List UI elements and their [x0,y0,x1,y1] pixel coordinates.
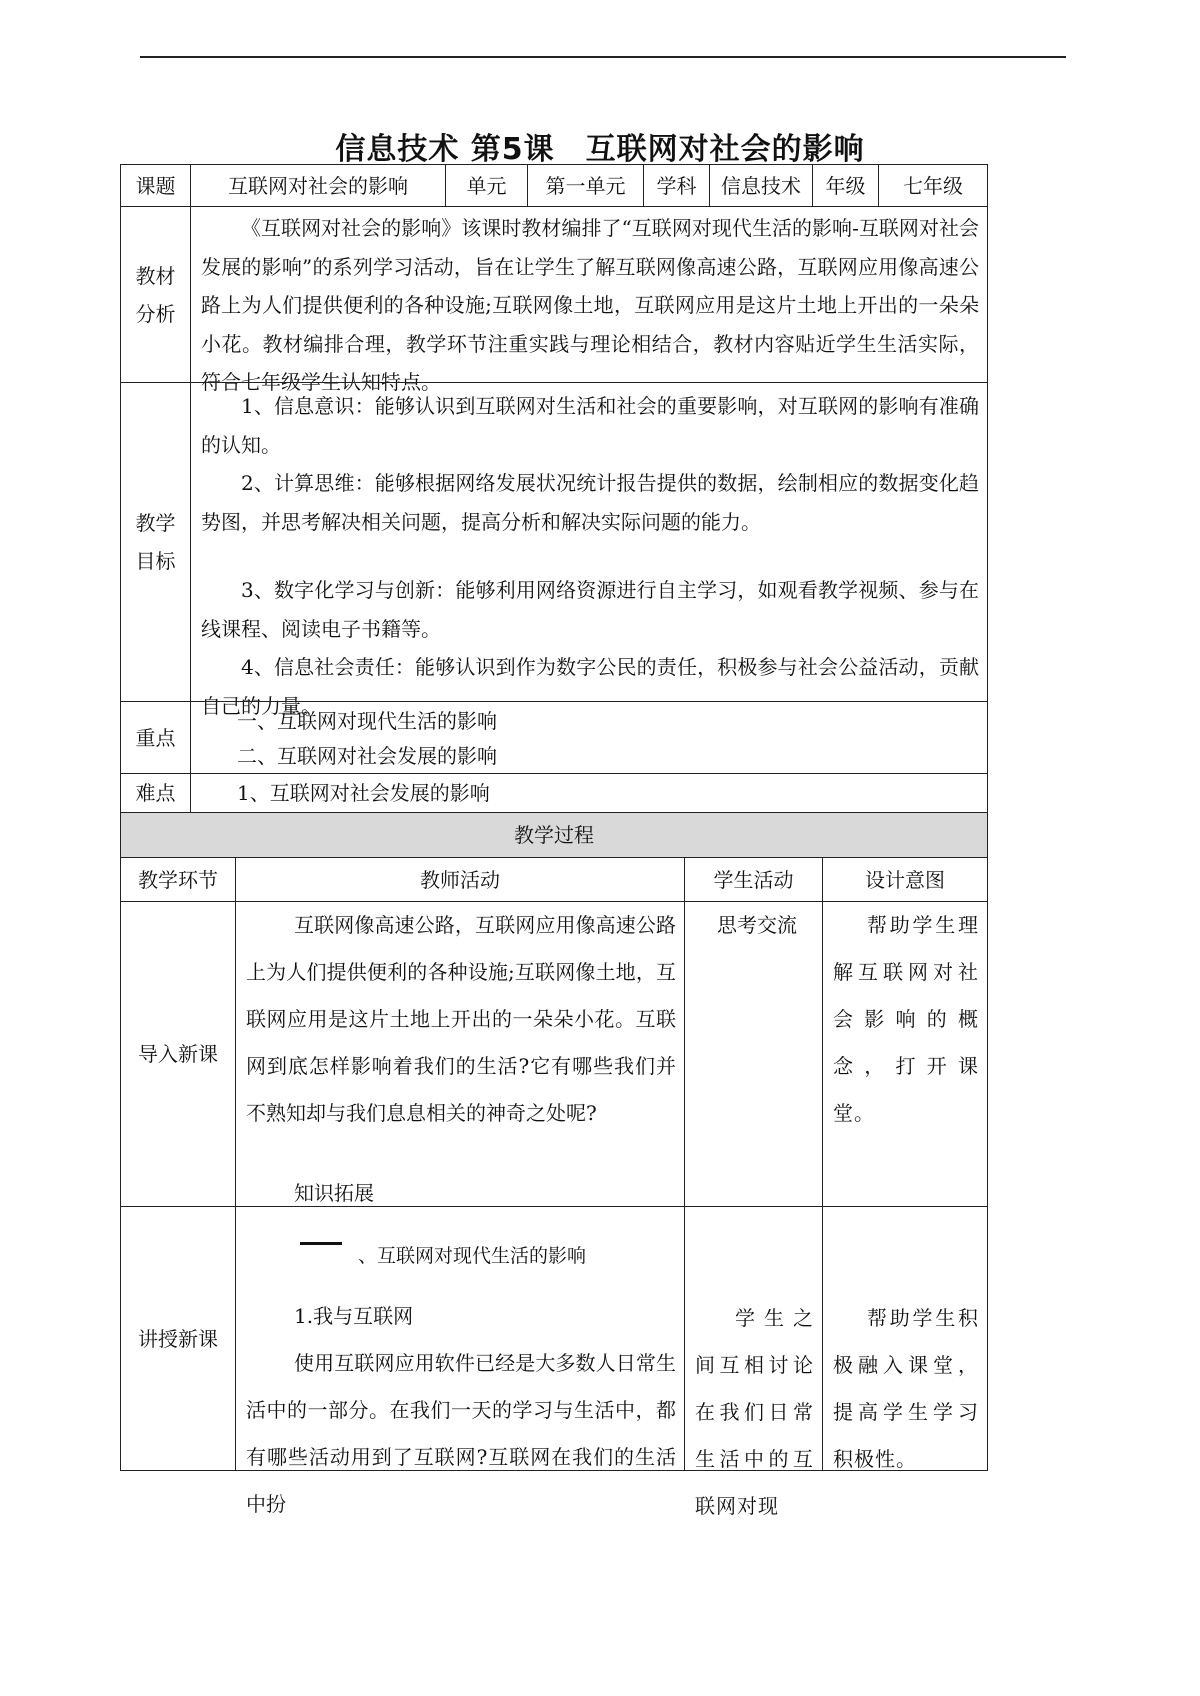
col-header-intent: 设计意图 [822,857,988,902]
intent-intro-cell [822,901,988,1207]
key-points-label: 重点 [120,701,191,774]
goal-item: 3、数字化学习与创新：能够利用网络资源进行自主学习，如观看教学视频、参与在线课程、阅读电子书籍等。 [201,578,979,641]
topic-label: 课题 [120,164,191,207]
goals-label-line1: 教学 [135,511,176,535]
intent-lecture-text: 帮助学生积极融入课堂，提高学生学习积极性。 [833,1306,979,1471]
analysis-label-line2: 分析 [135,301,176,326]
key-point-item: 二、互联网对社会发展的影响 [237,744,497,768]
difficulty-label: 难点 [120,773,191,813]
analysis-label-line1: 教材 [135,263,176,288]
analysis-text-cell [190,206,988,394]
student-intro-text: 思考交流 [717,913,797,937]
col-header-student: 学生活动 [684,857,823,902]
key-points-cell [190,701,988,774]
key-point-item: 一、互联网对现代生活的影响 [237,709,497,733]
goal-item: 4、信息社会责任：能够认识到作为数字公民的责任，积极参与社会公益活动，贡献自己的力量。 [201,655,979,718]
difficulty-text: 1、互联网对社会发展的影响 [190,773,988,813]
analysis-text: 《互联网对社会的影响》该课时教材编排了“互联网对现代生活的影响-互联网对社会发展的影响”的系列学习活动，旨在让学生了解互联网像高速公路，互联网应用像高速公路上为人们提供便利的各种设施;互联网像土地，互联网应用是这片土地上开出的一朵朵小花。教材编排合理，教学环节注重实践与理论相结合，教材内容贴近学生生活实际，符合七年级学生认知特点。 [201,216,979,394]
unit-value: 第一单元 [527,164,644,207]
intent-intro-text: 帮助学生理解互联网对社会影响的概念，打开课堂。 [833,913,979,1125]
topic-value: 互联网对社会的影响 [190,164,446,207]
goals-label-line2: 目标 [135,549,176,573]
goal-item: 1、信息意识：能够认识到互联网对生活和社会的重要影响，对互联网的影响有准确的认知。 [201,394,979,457]
unit-label: 单元 [445,164,528,207]
student-lecture-text: 学生之间互相讨论在我们日常生活中的互联网对现 [695,1306,814,1518]
teacher-lecture-text: 使用互联网应用软件已经是大多数人日常生活中的一部分。在我们一天的学习与生活中，都有哪些活动用到了互联网?互联网在我们的生活中扮 [246,1351,676,1516]
lecture-sub-heading: 1.我与互联网 [294,1304,414,1328]
teacher-intro-text: 互联网像高速公路，互联网应用像高速公路上为人们提供便利的各种设施;互联网像土地，互联网应用是这片土地上开出的一朵朵小花。互联网到底怎样影响着我们的生活?它有哪些我们并不熟知却与我们息息相关的神奇之处呢? [246,913,676,1125]
lecture-section-heading-row [246,1237,676,1283]
grade-value: 七年级 [878,164,988,207]
teacher-intro-extra: 知识拓展 [294,1181,374,1205]
col-header-teacher: 教师活动 [235,857,685,902]
lecture-section-heading: 、互联网对现代生活的影响 [358,1245,587,1267]
student-lecture-cell [684,1206,823,1518]
process-header: 教学过程 [120,812,988,858]
subject-label: 学科 [643,164,710,207]
subject-value: 信息技术 [709,164,813,207]
student-intro-cell [684,901,823,1207]
analysis-label [120,206,191,383]
goal-item: 2、计算思维：能够根据网络发展状况统计报告提供的数据，绘制相应的数据变化趋势图，并思考解决相关问题，提高分析和解决实际问题的能力。 [201,471,979,534]
goals-label [120,382,191,702]
teacher-lecture-cell [235,1206,685,1516]
stage-lecture: 讲授新课 [120,1206,236,1471]
header-rule [140,56,1066,58]
chinese-numeral-one [300,1242,342,1245]
teacher-intro-cell [235,901,685,1207]
goals-cell [190,382,988,718]
col-header-stage: 教学环节 [120,857,236,902]
stage-intro: 导入新课 [120,901,236,1207]
grade-label: 年级 [812,164,879,207]
document-title: 信息技术 第5课 互联网对社会的影响 [335,132,865,167]
intent-lecture-cell [822,1206,988,1471]
